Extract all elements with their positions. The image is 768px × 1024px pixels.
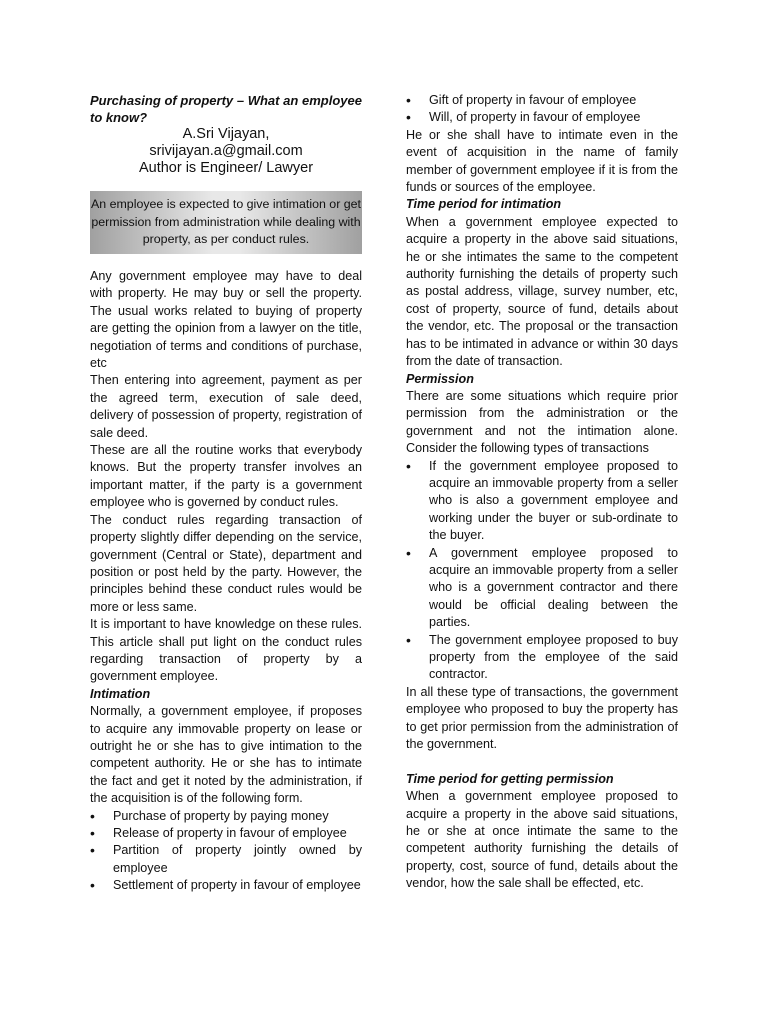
list-item: • Settlement of property in favour of employee (90, 877, 362, 894)
list-item: • Release of property in favour of employee (90, 825, 362, 842)
paragraph-time-permission: When a government employee proposed to acquire a property in the above said situations, he or she at once intimate the same to the competent authority furnishing the details of property, cost, source of fund, details about the vendor, how the sale shall be effected, etc. (406, 789, 678, 891)
article-title: Purchasing of property – What an employee to know? (90, 93, 362, 125)
paragraph-prior-permission: In all these type of transactions, the government employee who proposed to buy the property has to get prior permission from the administration of the government. (406, 684, 678, 752)
list-item: • Partition of property jointly owned by employee (90, 842, 362, 877)
intimation-forms-list-continued (406, 92, 678, 127)
author-name: A.Sri Vijayan, (182, 126, 270, 142)
left-column (90, 92, 362, 895)
permission-situations-list (406, 458, 678, 684)
paragraph-intimation: Normally, a government employee, if proposes to acquire any immovable property on lease or outright he or she has to give intimation to the competent authority. He or she has to intimate the fact and get it noted by the administration, if the acquisition is of the following form. (90, 704, 362, 806)
summary-callout (90, 191, 362, 254)
list-item: • If the government employee proposed to acquire an immovable property from a seller who is also a government employee and working under the buyer or sub-ordinate to the buyer. (406, 458, 678, 545)
list-item: • Gift of property in favour of employee (406, 92, 678, 109)
author-role: Author is Engineer/ Lawyer (138, 160, 314, 176)
list-item: • Purchase of property by paying money (90, 808, 362, 825)
list-item: • The government employee proposed to buy property from the employee of the said contractor. (406, 632, 678, 684)
paragraph-routine: These are all the routine works that everybody knows. But the property transfer involves an important matter, if the party is a government employee who is governed by conduct rules. (90, 443, 362, 510)
heading-intimation: Intimation (90, 686, 151, 701)
list-item: • A government employee proposed to acquire an immovable property from a seller who is a government contractor and there would be official dealing between the parties. (406, 545, 678, 632)
author-email: srivijayan.a@gmail.com (149, 143, 303, 159)
callout-text: An employee is expected to give intimation or get permission from administration while dealing with property, as per conduct rules. (91, 197, 361, 246)
heading-time-intimation: Time period for intimation (406, 197, 562, 212)
heading-permission: Permission (406, 371, 474, 386)
intimation-forms-list (90, 808, 362, 895)
paragraph-importance: It is important to have knowledge on these rules. This article shall put light on the conduct rules regarding transaction of property by a government employee. (90, 617, 362, 684)
heading-time-permission: Time period for getting permission (406, 771, 614, 786)
right-column (406, 92, 678, 893)
paragraph-conduct-rules: The conduct rules regarding transaction of property slightly differ depending on the service, government (Central or State), department and position or post held by the party. However, the principles behind these conduct rules would be more or less same. (90, 512, 362, 614)
paragraph-permission: There are some situations which require prior permission from the administration or the government and not the intimation alone. Consider the following types of transactions (406, 388, 678, 456)
paragraph-family-member: He or she shall have to intimate even in the event of acquisition in the name of family member of government employee if it is from the funds or sources of the employee. (406, 127, 678, 195)
paragraph-agreement: Then entering into agreement, payment as per the agreed term, execution of sale deed, delivery of possession of property, registration of sale deed. (90, 373, 362, 440)
list-item: • Will, of property in favour of employee (406, 109, 678, 126)
paragraph-intro: Any government employee may have to deal with property. He may buy or sell the property. The usual works related to buying of property are getting the opinion from a lawyer on the title, negotiation of terms and conditions of purchase, etc (90, 269, 362, 371)
paragraph-time-intimation: When a government employee expected to acquire a property in the above said situations, he or she intimates the same to the competent authority furnishing the details of property such as postal address, village, survey number, etc, cost of property, source of fund, details about the vendor, etc. The proposal or the transaction has to be intimated in advance or within 30 days from the date of transaction. (406, 214, 678, 369)
